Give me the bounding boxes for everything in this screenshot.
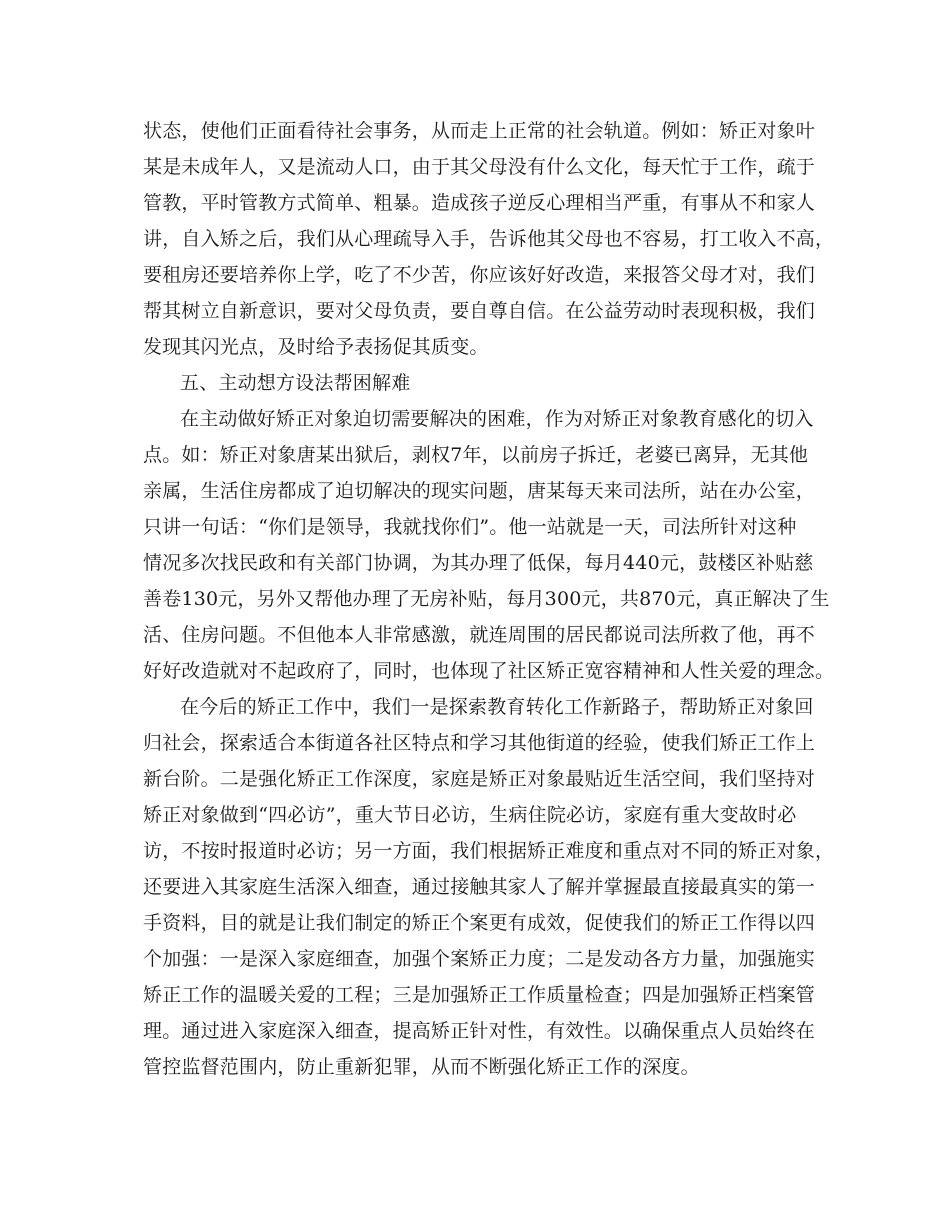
paragraph-line: 活、住房问题。不但他本人非常感激，就连周围的居民都说司法所救了他，再不 (143, 624, 816, 646)
paragraph-line: 新台阶。二是强化矫正工作深度，家庭是矫正对象最贴近生活空间，我们坚持对 (143, 768, 816, 790)
paragraph-line: 在主动做好矫正对象迫切需要解决的困难，作为对矫正对象教育感化的切入 (180, 408, 814, 430)
paragraph-line: 归社会，探索适合本街道各社区特点和学习其他街道的经验，使我们矫正工作上 (143, 732, 816, 754)
paragraph-line: 只讲一句话：“你们是领导，我就找你们”。他一站就是一天，司法所针对这种 (143, 516, 797, 538)
paragraph-line: 好好改造就对不起政府了，同时，也体现了社区矫正宽容精神和人性关爱的理念。 (143, 660, 835, 682)
paragraph-line: 发现其闪光点，及时给予表扬促其质变。 (143, 336, 489, 358)
paragraph-line: 状态，使他们正面看待社会事务，从而走上正常的社会轨道。例如：矫正对象叶 (143, 120, 816, 142)
paragraph-line: 善卷130元，另外又帮他办理了无房补贴，每月300元，共870元，真正解决了生 (143, 588, 830, 610)
paragraph-line: 管控监督范围内，防止重新犯罪，从而不断强化矫正工作的深度。 (143, 1056, 700, 1078)
paragraph-line: 访，不按时报道时必访；另一方面，我们根据矫正难度和重点对不同的矫正对象， (143, 840, 835, 862)
paragraph-line: 亲属，生活住房都成了迫切解决的现实问题，唐某每天来司法所，站在办公室， (143, 480, 816, 502)
paragraph-line: 个加强：一是深入家庭细查，加强个案矫正力度；二是发动各方力量，加强施实 (143, 948, 816, 970)
paragraph-line: 情况多次找民政和有关部门协调，为其办理了低保，每月440元，鼓楼区补贴慈 (143, 552, 814, 574)
paragraph-line: 手资料，目的就是让我们制定的矫正个案更有成效，促使我们的矫正工作得以四 (143, 912, 816, 934)
section-heading: 五、主动想方设法帮困解难 (180, 372, 411, 394)
paragraph-line: 在今后的矫正工作中，我们一是探索教育转化工作新路子，帮助矫正对象回 (180, 696, 814, 718)
paragraph-line: 要租房还要培养你上学，吃了不少苦，你应该好好改造，来报答父母才对，我们 (143, 264, 816, 286)
paragraph-line: 理。通过进入家庭深入细查，提高矫正针对性，有效性。以确保重点人员始终在 (143, 1020, 816, 1042)
paragraph-line: 某是未成年人，又是流动人口，由于其父母没有什么文化，每天忙于工作，疏于 (143, 156, 816, 178)
paragraph-line: 讲，自入矫之后，我们从心理疏导入手，告诉他其父母也不容易，打工收入不高， (143, 228, 835, 250)
paragraph-line: 还要进入其家庭生活深入细查，通过接触其家人了解并掌握最直接最真实的第一 (143, 876, 816, 898)
paragraph-line: 点。如：矫正对象唐某出狱后，剥权7年，以前房子拆迁，老婆已离异，无其他 (143, 444, 809, 466)
paragraph-line: 管教，平时管教方式简单、粗暴。造成孩子逆反心理相当严重，有事从不和家人 (143, 192, 816, 214)
paragraph-line: 矫正对象做到“四必访”，重大节日必访，生病住院必访，家庭有重大变故时必 (143, 804, 797, 826)
paragraph-line: 帮其树立自新意识，要对父母负责，要自尊自信。在公益劳动时表现积极，我们 (143, 300, 816, 322)
paragraph-line: 矫正工作的温暖关爱的工程；三是加强矫正工作质量检查；四是加强矫正档案管 (143, 984, 816, 1006)
